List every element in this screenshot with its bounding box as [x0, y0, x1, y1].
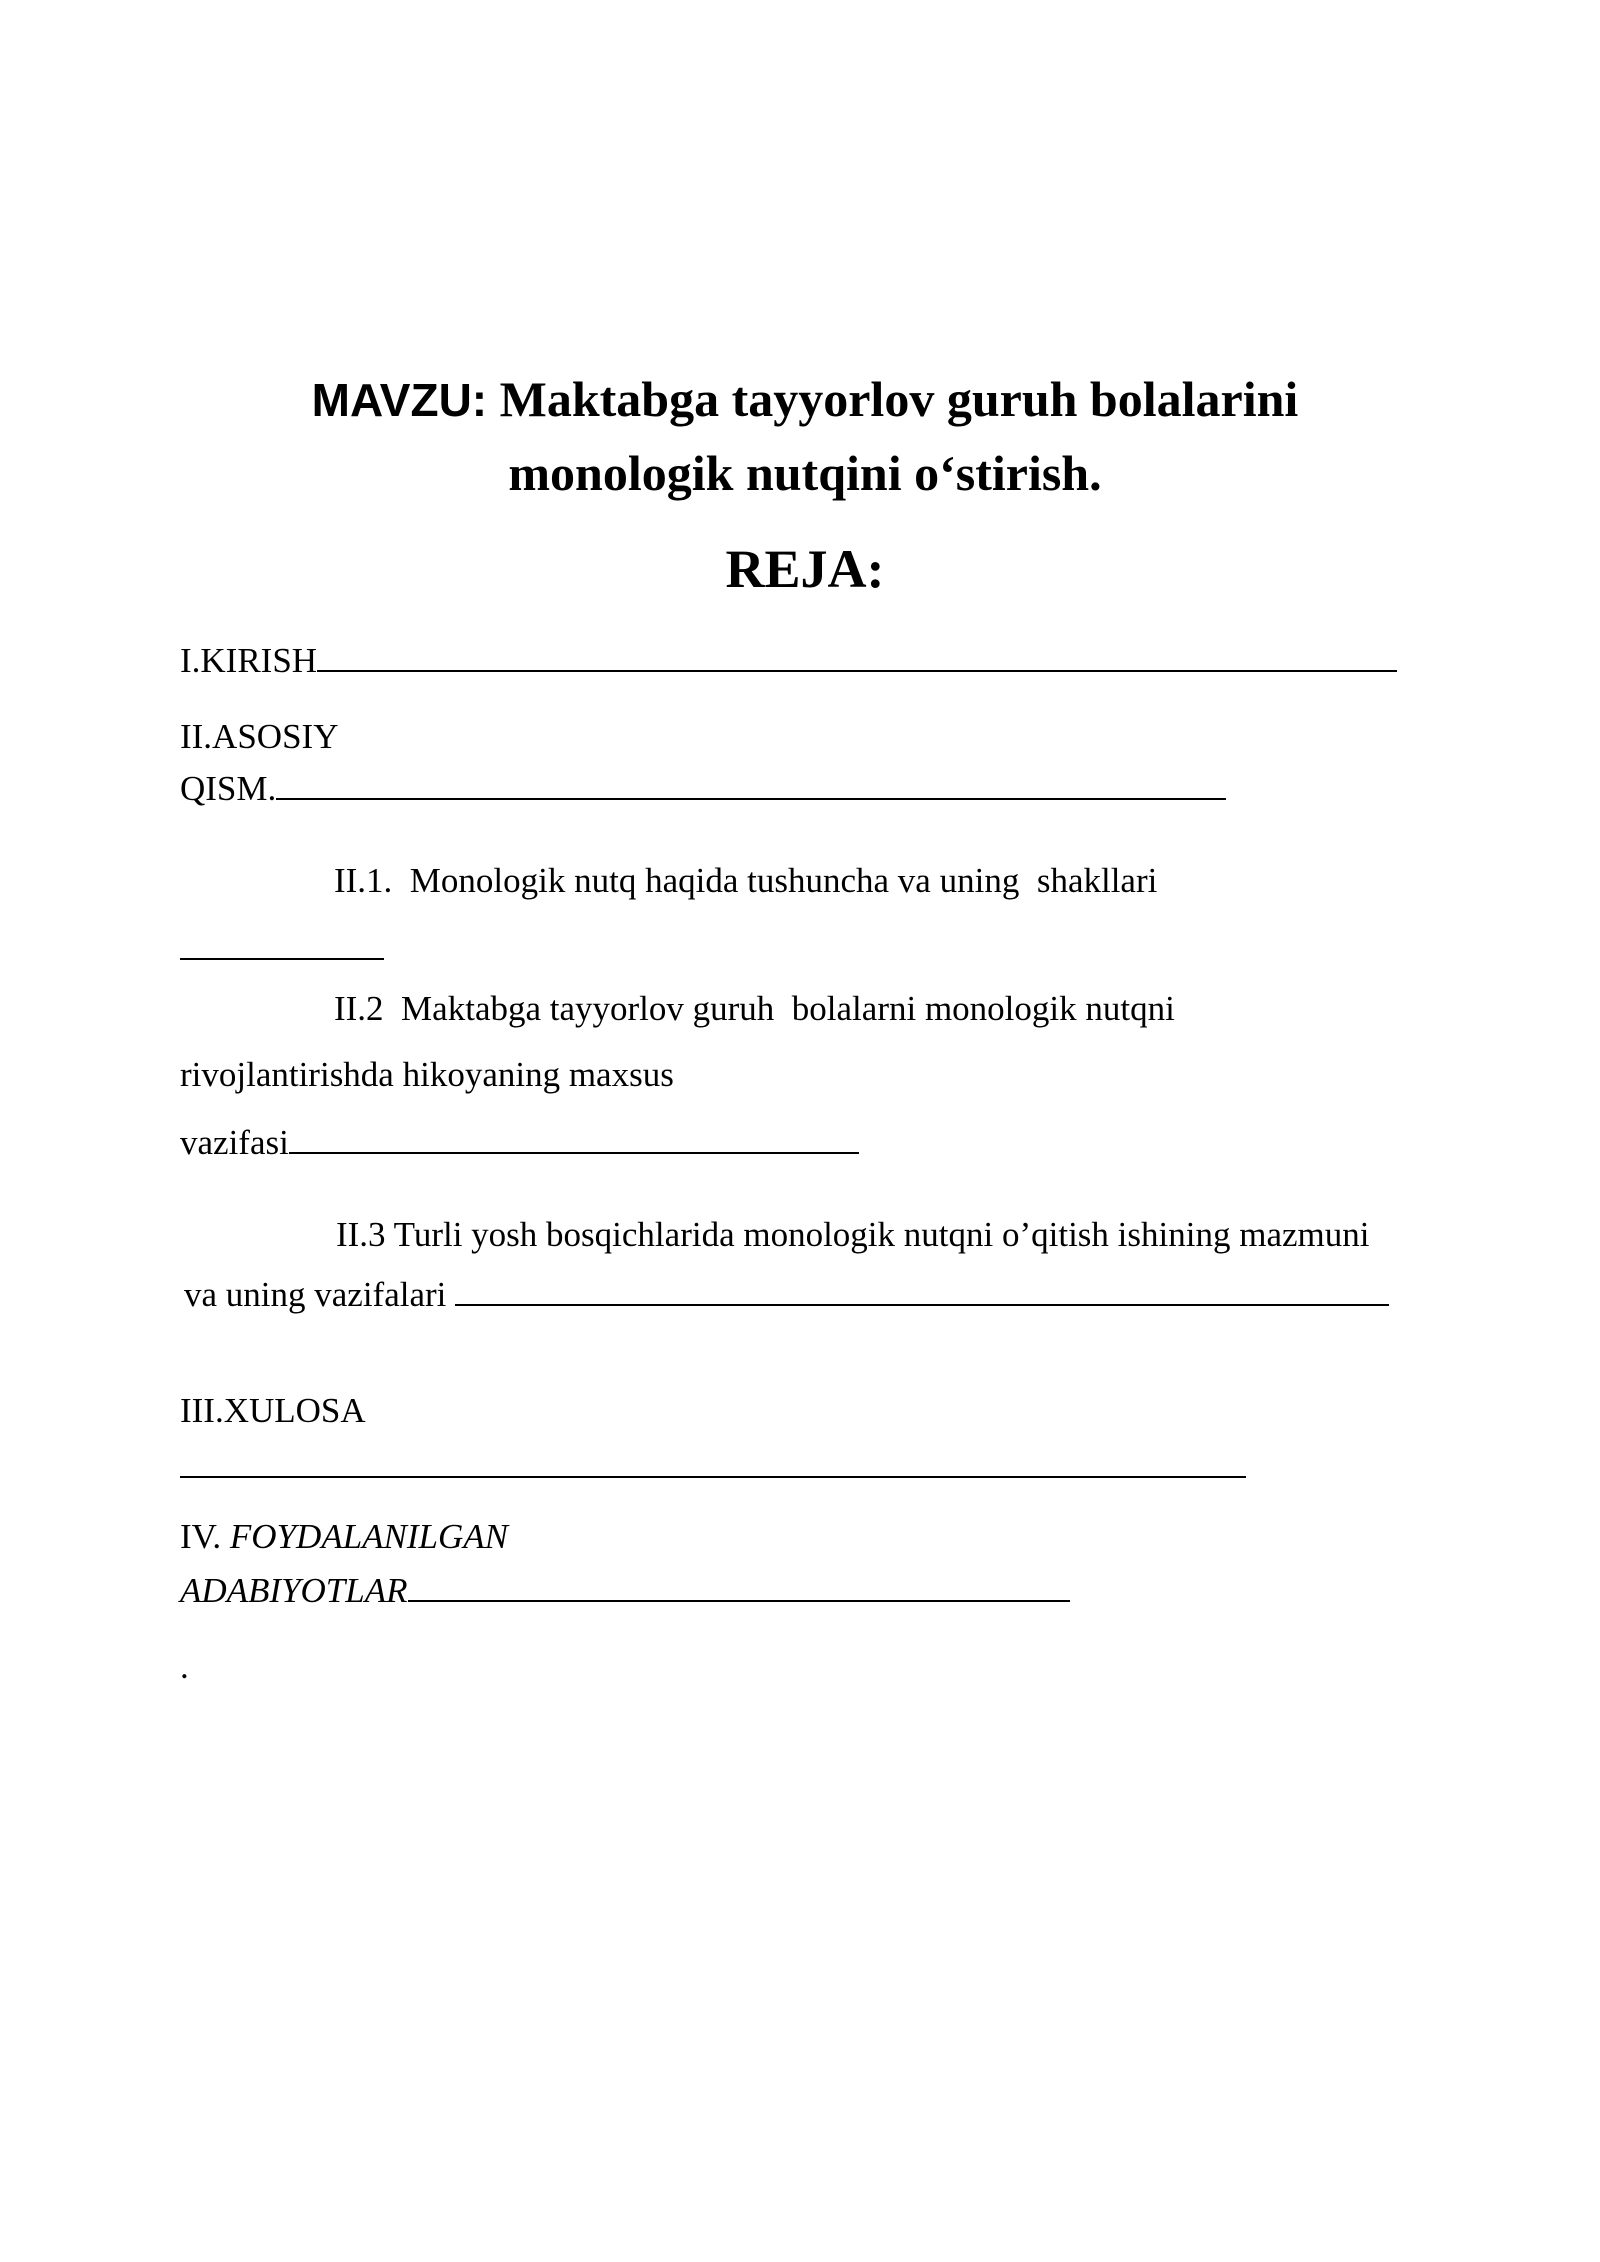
- plan-item-asosiy-line-2: [180, 764, 1226, 812]
- plan-item-kirish: [180, 636, 1397, 684]
- fill-line: [317, 636, 1397, 672]
- plan-item-xulosa-fill: [180, 1442, 1246, 1490]
- plan-item-xulosa: III.XULOSA: [180, 1391, 366, 1430]
- plan-item-adabiyot-prefix: IV.: [180, 1517, 230, 1556]
- page-title-line-2: monologik nutqini o‘stirish.: [508, 445, 1102, 501]
- plan-subitem-ii2-line-3: [180, 1118, 859, 1166]
- plan-heading: REJA:: [725, 539, 885, 599]
- fill-line: [289, 1118, 859, 1154]
- plan-item-adabiyot-line-2: [180, 1566, 1070, 1614]
- plan-item-adabiyot-label-1: FOYDALANILGAN: [229, 1517, 509, 1556]
- plan-subitem-ii1: II.1. Monologik nutq haqida tushuncha va uning shakllari: [334, 861, 1158, 900]
- fill-line: [276, 764, 1226, 800]
- title-lead: MAVZU:: [311, 374, 488, 426]
- plan-subitem-ii3-label: va uning vazifalari: [184, 1275, 456, 1314]
- plan-item-adabiyot-line-1: [180, 1514, 508, 1560]
- plan-subitem-ii1-fill: [180, 924, 384, 972]
- plan-subitem-ii2-line-1: II.2 Maktabga tayyorlov guruh bolalarni monologik nutqni: [334, 989, 1175, 1028]
- fill-line: [408, 1566, 1070, 1602]
- plan-item-asosiy-line-1: II.ASOSIY: [180, 717, 339, 756]
- fill-line: [180, 924, 384, 960]
- fill-line: [455, 1270, 1389, 1306]
- plan-item-kirish-label: I.KIRISH: [180, 641, 318, 680]
- fill-line: [180, 1442, 1246, 1478]
- plan-subitem-ii3-line-2: [184, 1270, 1389, 1318]
- plan-item-adabiyot-label-2: ADABIYOTLAR: [180, 1571, 408, 1610]
- plan-subitem-ii2-line-2: rivojlantirishda hikoyaning maxsus: [180, 1055, 674, 1094]
- plan-subitem-ii3-line-1: II.3 Turli yosh bosqichlarida monologik nutqni o’qitish ishining mazmuni: [336, 1215, 1370, 1254]
- title-line-1-rest: Maktabga tayyorlov guruh bolalarini: [487, 371, 1299, 427]
- plan-subitem-ii2-label: vazifasi: [180, 1123, 289, 1162]
- page-title-line-1: [180, 362, 1430, 437]
- trailing-dot: .: [180, 1647, 189, 1686]
- plan-item-asosiy-label: QISM.: [180, 769, 277, 808]
